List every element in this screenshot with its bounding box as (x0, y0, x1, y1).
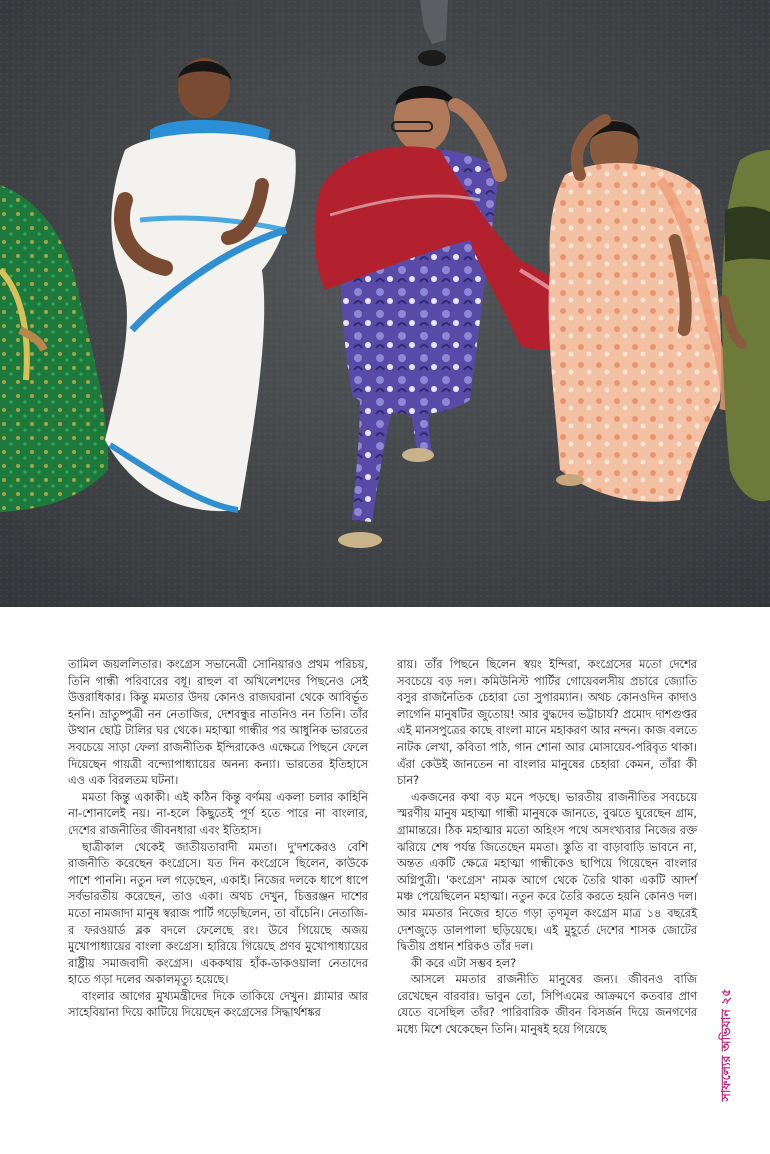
folio-text: সাফল্যের অভিযান ২৫ (718, 988, 733, 1102)
paragraph: তামিল জয়ললিতার। কংগ্রেস সভানেত্রী সোনিয়ারও প্রথম পরিচয়, তিনি গান্ধী পরিবারের বধূ। রাহুল বা অখিলেশদের পিছনেও সেই উত্তরাধিকার। কিন্তু মমতার উদয় কোনও রাজঘরানা থেকে আবির্ভূত হননি। ভ্রাতুষ্পুত্রী নন নেতাজির, দেশবন্ধুর নাতনিও নন তিনি। তাঁর উত্থান ছোট্ট টালির ঘর থেকে। মহাত্মা গান্ধীর পর আধুনিক ভারতের সবচেয়ে সাড়া ফেলা রাজনীতিক ইন্দিরাকেও এক্ষেত্রে পিছনে ফেলে দিয়েছেন গায়ত্রী বন্দ্যোপাধ্যায়ের অনন্য কন্যা। ভারতের ইতিহাসে এও এক বিরলতম ঘটনা। (68, 658, 368, 788)
paragraph: একজনের কথা বড় মনে পড়ছে। ভারতীয় রাজনীতির সবচেয়ে স্মরণীয় মানুষ মহাত্মা গান্ধী মানুষকে জানতে, বুঝতে ঘুরেছেন গ্রাম, গ্রামান্তরে। ঠিক মহাত্মার মতো অহিংস পথে অসংখ্যবার নিজের রক্ত ঝরিয়ে শেষ পর্যন্ত জিতেছেন মমতা। স্তুতি বা বাড়াবাড়ি ভাবনে না, অন্তত একটি ক্ষেত্রে মহাত্মা গান্ধীকেও ছাপিয়ে গিয়েছেন বাংলার অগ্নিপুত্রী। 'কংগ্রেস' নামক আগে থেকে তৈরি থাকা একটি আদর্শ মঞ্চ পেয়েছিলেন মহাত্মা। নতুন করে তৈরি করতে হয়নি কোনও দল। আর মমতার নিজের হাতে গড়া তৃণমূল কংগ্রেস মাত্র ১৪ বছরেই দেশজুড়ে ডালপালা ছড়িয়েছে। এই মুহূর্তে দেশের শাসক জোটের দ্বিতীয় প্রধান শরিকও তাঁর দল। (397, 790, 697, 954)
paragraph: বাংলার আগের মুখ্যমন্ত্রীদের দিকে তাকিয়ে দেখুন। গ্ল্যামার আর সাহেবিয়ানা দিয়ে কাটিয়ে দিয়েছেন কংগ্রেসের সিদ্ধার্থশঙ্কর (68, 989, 368, 1020)
paragraph: মমতা কিন্তু একাকী। এই কঠিন কিন্তু বর্ণময় একলা চলার কাহিনি না-শোনালেই নয়। না-হলে কিছুতেই পূর্ণ হতে পারে না বাংলার, দেশের রাজনীতির জীবনধারা এবং ইতিহাস। (68, 790, 368, 837)
paragraph: কী করে এটা সম্ভব হল? (411, 956, 517, 970)
paragraph: রায়। তাঁর পিছনে ছিলেন স্বয়ং ইন্দিরা, কংগ্রেসের মতো দেশের সবচেয়ে বড় দল। কমিউনিস্ট পার্টির গোয়েবলসীয় প্রচারে জ্যোতি বসুর রাজনৈতিক চেহারা তো সুপারম্যান। অথচ কোনওদিন কাদাও লাগেনি মানুষটির জুতোয়! আর বুদ্ধদেব ভট্টাচার্য? প্রমোদ দাশগুপ্তর এই মানসপুত্রের কাছে বাংলা মানে মহাকরণ আর নন্দন। কাজ বলতে নাটক লেখা, কবিতা পাঠ, গান শোনা আর মোসায়েব-পরিবৃত থাকা। এঁরা কেউই জানতেন না বাংলার মানুষের চেহারা কেমন, তাঁরা কী চান? (397, 658, 697, 788)
paragraph: আসলে মমতার রাজনীতি মানুষের জন্য। জীবনও বাজি রেখেছেন বারবার। ভাবুন তো, সিপিএমের আক্রমণে কতবার প্রাণ যেতে বসেছিল তাঁর? পারিবারিক জীবন বিসর্জন দিয়ে জনগণের মধ্যে মিশে থেকেছেন তিনি। মানুষই হয়ে গিয়েছে (397, 973, 697, 1037)
article-column-left (68, 657, 368, 1022)
paragraph: ছাত্রীকাল থেকেই জাতীয়তাবাদী মমতা। দু'দশকেরও বেশি রাজনীতি করেছেন কংগ্রেসে। যত দিন কংগ্রেসে ছিলেন, কাউকে পাশে পাননি। নতুন দল গড়েছেন, একাই। নিজের দলকে ধাপে ধাপে সর্বভারতীয় করেছেন, তাও একা। অথচ দেখুন, চিত্তরঞ্জন দাশের মতো নামজাদা মানুষ স্বরাজ পার্টি গড়েছিলেন, তা বাঁচেনি। নেতাজি-র ফরওয়ার্ড ব্লক বদলে ফেলেছে রং। উবে গিয়েছে অজয় মুখোপাধ্যায়ের বাংলা কংগ্রেস। হারিয়ে গিয়েছে প্রণব মুখোপাধ্যায়ের রাষ্ট্রীয় সমাজবাদী কংগ্রেস। এককথায় হাঁক-ডাকওয়ালা নেতাদের হাতে গড়া দলের অকালমৃত্যু হয়েছে। (68, 840, 368, 987)
page-folio (716, 988, 740, 1102)
article-column-right (397, 657, 697, 1039)
